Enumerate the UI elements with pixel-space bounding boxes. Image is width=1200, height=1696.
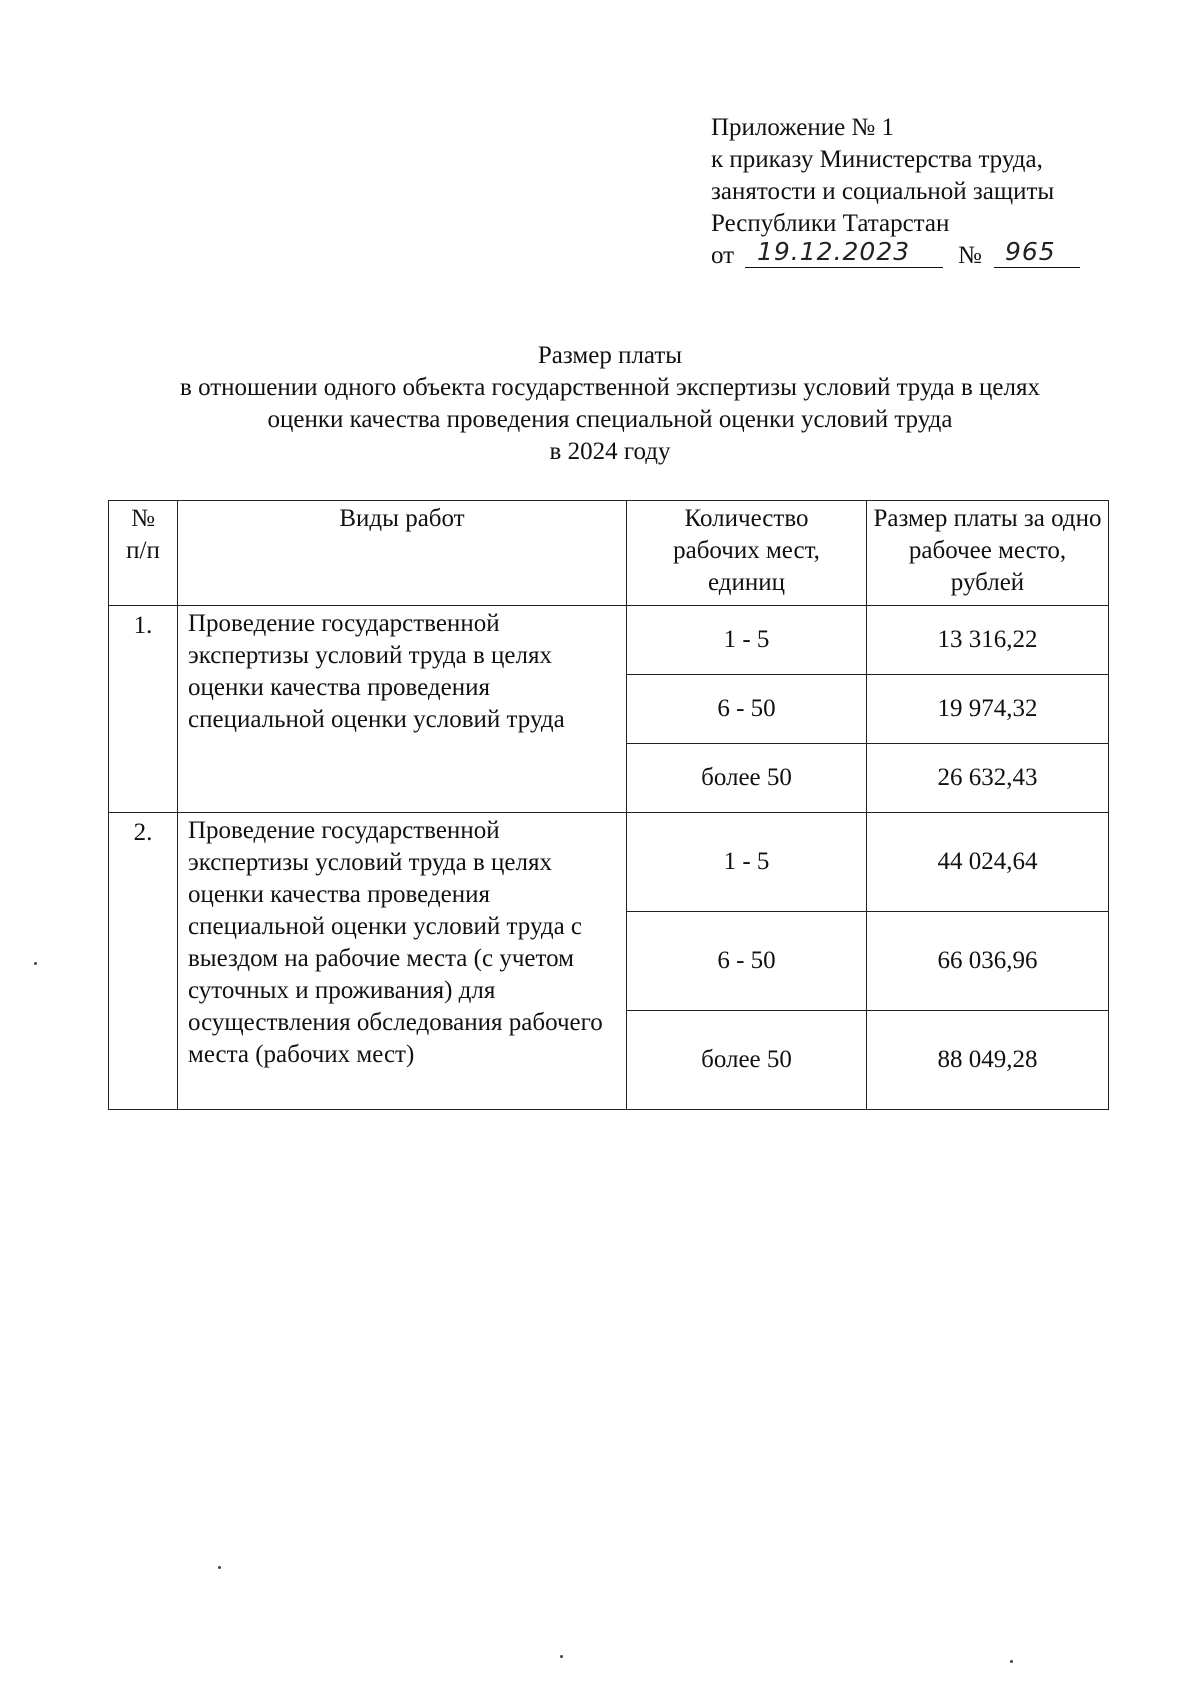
row-number: 1. — [109, 606, 178, 813]
date-prefix: от — [711, 242, 735, 269]
title-line-4: в 2024 году — [549, 438, 671, 465]
fee-cell: 19 974,32 — [867, 675, 1109, 744]
table-header-row — [109, 501, 1109, 606]
fee-cell: 13 316,22 — [867, 606, 1109, 675]
workplace-count-cell: более 50 — [627, 1011, 867, 1110]
title-line-3: оценки качества проведения специальной оценки условий труда — [267, 406, 953, 433]
table-row — [109, 606, 1109, 675]
row-number: 2. — [109, 813, 178, 1110]
workplace-count-cell: 1 - 5 — [627, 813, 867, 912]
work-description: Проведение государственной экспертизы условий труда в целях оценки качества проведения специальной оценки условий труда с выездом на рабочие места (с учетом суточных и проживания) для осуществления обследования рабочего места (рабочих мест) — [178, 813, 627, 1110]
header-fee-per-workplace: Размер платы за одно рабочее место, рублей — [867, 501, 1109, 606]
appendix-header — [711, 112, 1151, 272]
fee-cell: 88 049,28 — [867, 1011, 1109, 1110]
workplace-count-cell: 6 - 50 — [627, 912, 867, 1011]
handwritten-date: 19.12.2023 — [757, 237, 911, 266]
fee-cell: 66 036,96 — [867, 912, 1109, 1011]
header-workplace-count: Количество рабочих мест, единиц — [627, 501, 867, 606]
title-line-1: Размер платы — [537, 342, 683, 369]
appendix-line-2: к приказу Министерства труда, — [711, 146, 1043, 173]
number-prefix: № — [958, 242, 982, 269]
handwritten-number: 965 — [1005, 237, 1056, 266]
fee-table — [108, 500, 1109, 1110]
appendix-line-4: Республики Татарстан — [711, 210, 950, 237]
workplace-count-cell: более 50 — [627, 744, 867, 813]
document-title — [60, 340, 1160, 468]
title-line-2: в отношении одного объекта государственной экспертизы условий труда в целях — [180, 374, 1040, 401]
scan-speck — [34, 962, 37, 965]
fee-cell: 26 632,43 — [867, 744, 1109, 813]
table-row — [109, 813, 1109, 912]
header-work-type: Виды работ — [178, 501, 627, 606]
scan-speck — [560, 1655, 563, 1658]
appendix-line-1: Приложение № 1 — [711, 114, 895, 141]
scan-speck — [218, 1566, 221, 1569]
order-date-number-line — [711, 237, 1151, 272]
workplace-count-cell: 6 - 50 — [627, 675, 867, 744]
header-num: № п/п — [109, 501, 178, 606]
workplace-count-cell: 1 - 5 — [627, 606, 867, 675]
fee-cell: 44 024,64 — [867, 813, 1109, 912]
appendix-line-3: занятости и социальной защиты — [711, 178, 1055, 205]
scan-speck — [1010, 1660, 1013, 1663]
work-description: Проведение государственной экспертизы условий труда в целях оценки качества проведения специальной оценки условий труда — [178, 606, 627, 813]
